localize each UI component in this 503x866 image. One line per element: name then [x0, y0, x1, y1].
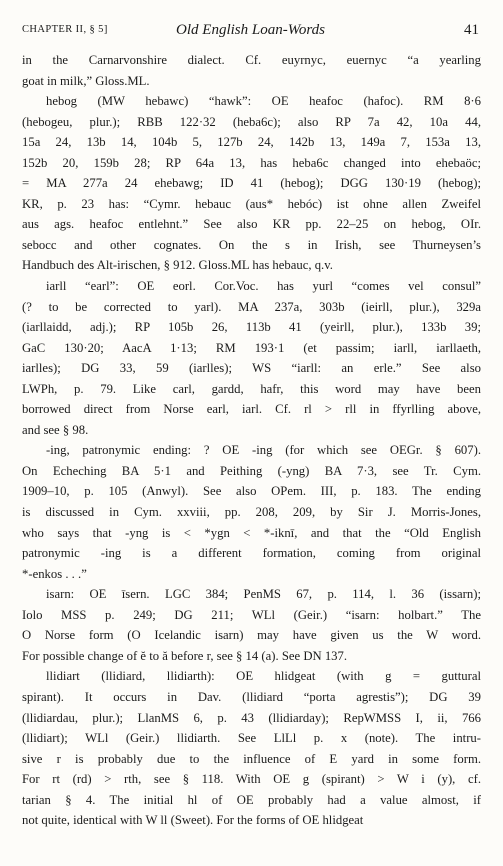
text-line: is discussed in Cym. xxviii, pp. 208, 209, by Sir J. Morris-Jones, — [22, 505, 481, 520]
text-line: (? to be corrected to yarl). MA 237a, 303b (ieirll, plur.), 329a — [22, 299, 481, 314]
text-line: who says that -yng is < *ygn < *-iknī, and that the “Old English — [22, 525, 481, 540]
text-line: aus ags. heafoc entlehnt.” See also KR pp. 22–25 on hebog, OIr. — [22, 217, 481, 232]
text-line: -ing, patronymic ending: ? OE -ing (for which see OEGr. § 607). — [46, 443, 481, 458]
text-line: llidiart (llidiard, llidiarth): OE hlidgeat (with g = guttural — [46, 669, 481, 684]
chapter-reference: CHAPTER II, § 5] — [22, 24, 108, 35]
body-text — [22, 50, 481, 831]
text-line: KR, p. 23 has: “Cymr. hebauc (aus* hebóc) ist ohne allen Zweifel — [22, 196, 481, 211]
text-line: (iarllaidd, adj.); RP 105b 26, 113b 41 (yeirll, plur.), 133b 39; — [22, 320, 481, 335]
text-line: = MA 277a 24 ehebawg; ID 41 (hebog); DGG 130·19 (hebog); — [22, 176, 481, 191]
text-line: in the Carnarvonshire dialect. Cf. euyrnyc, euernyc “a yearling — [22, 53, 481, 67]
text-line: 1909–10, p. 105 (Anwyl). See also OPem. III, p. 183. The ending — [22, 484, 481, 499]
running-title: Old English Loan-Words — [176, 22, 325, 38]
text-line: Iolo MSS p. 249; DG 211; WLl (Geir.) “isarn: holbart.” The — [22, 607, 481, 622]
page-number: 41 — [464, 22, 479, 38]
text-line: goat in milk,” Gloss.ML. — [22, 73, 150, 88]
text-line: not quite, identical with W ll (Sweet). For the forms of OE hlidgeat — [22, 813, 364, 828]
text-line: Handbuch des Alt-irischen, § 912. Gloss.ML has hebauc, q.v. — [22, 258, 333, 273]
text-line: iarll “earl”: OE eorl. Cor.Voc. has yurl “comes vel consul” — [46, 279, 481, 294]
text-line: (llidiardau, plur.); LlanMS 6, p. 43 (llidiarday); RepWMSS I, ii, 766 — [22, 710, 481, 725]
text-line: sive r is probably due to the influence of E yard in some form. — [22, 751, 481, 766]
text-line: For rt (rd) > rth, see § 118. With OE g (spirant) > W i (y), cf. — [22, 772, 481, 787]
text-line: (llidiart); WLl (Geir.) llidiarth. See LlLl p. x (note). The intru- — [22, 731, 481, 746]
text-line: 152b 20, 159b 28; RP 64a 13, has heba6c changed into ehebaöc; — [22, 155, 481, 170]
text-line: hebog (MW hebawc) “hawk”: OE heafoc (hafoc). RM 8·6 — [46, 94, 481, 109]
text-line: GaC 130·20; AacA 1·13; RM 193·1 (et passim; iarll, iarllaeth, — [22, 340, 481, 355]
text-line: sebocc and other cognates. On the s in Irish, see Thurneysen’s — [22, 237, 481, 252]
text-line: 15a 24, 13b 14, 104b 5, 127b 24, 142b 13, 149a 7, 153a 13, — [22, 135, 481, 150]
text-line: *-enkos . . .” — [22, 566, 87, 581]
text-line: For possible change of ĕ to ă before r, see § 14 (a). See DN 137. — [22, 648, 348, 663]
text-line: and see § 98. — [22, 422, 89, 437]
text-line: tarian § 4. The initial hl of OE probably had a value almost, if — [22, 792, 481, 807]
text-line: spirant). It occurs in Dav. (llidiard “porta agrestis”); DG 39 — [22, 689, 481, 704]
text-line: LWPh, p. 79. Like carl, gardd, hafr, this word may have been — [22, 381, 481, 396]
text-line: On Echeching BA 5·1 and Peithing (-yng) BA 7·3, see Tr. Cym. — [22, 463, 481, 478]
text-line: (hebogeu, plur.); RBB 122·32 (heba6c); also RP 7a 42, 10a 44, — [22, 114, 481, 129]
text-line: patronymic -ing is a different formation, coming from original — [22, 546, 481, 561]
text-line: isarn: OE īsern. LGC 384; PenMS 67, p. 114, l. 36 (issarn); — [46, 587, 481, 602]
text-line: O Norse form (O Icelandic isarn) may have given us the W word. — [22, 628, 481, 643]
text-line: borrowed direct from Norse earl, iarl. Cf. rl > rll in ffyrlling above, — [22, 402, 481, 417]
running-head — [22, 17, 479, 43]
text-line: iarlles); DG 33, 59 (iarlles); WS “iarll: an erle.” See also — [22, 361, 481, 376]
